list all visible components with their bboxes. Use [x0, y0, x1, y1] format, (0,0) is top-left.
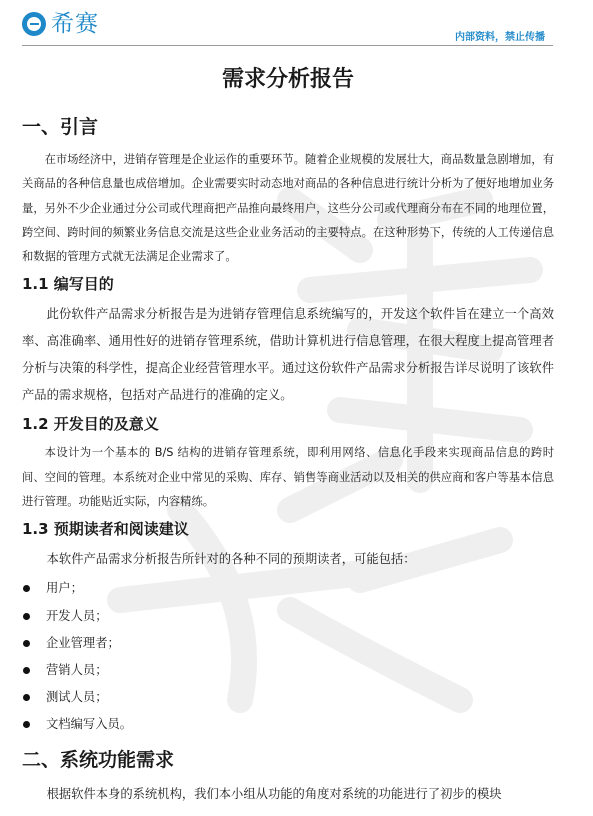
list-item-text: 用户； — [46, 581, 83, 596]
section-purpose-heading: 1.1 编写目的 — [22, 275, 114, 294]
list-item-text: 营销人员； — [46, 662, 108, 677]
list-item-text: 测试人员； — [46, 690, 108, 705]
bullet-dot-icon — [23, 694, 30, 701]
list-item-text: 企业管理者； — [46, 635, 120, 650]
header-divider — [22, 45, 553, 46]
list-item-text: 文档编写入员。 — [46, 717, 133, 732]
section-intro-heading: 一、引言 — [22, 116, 99, 138]
confidential-note: 内部资料，禁止传播 — [455, 32, 545, 43]
list-item — [22, 575, 554, 602]
list-item — [22, 603, 554, 630]
bullet-dot-icon — [23, 667, 30, 674]
bullet-dot-icon — [23, 585, 30, 592]
bullet-dot-icon — [23, 721, 30, 728]
section-significance-heading: 1.2 开发目的及意义 — [22, 415, 159, 434]
bullet-dot-icon — [23, 640, 30, 647]
logo-text: 希赛 — [51, 11, 99, 37]
readers-paragraph: 本软件产品需求分析报告所针对的各种不同的预期读者，可能包括： — [46, 552, 416, 567]
xisai-logo-icon — [22, 12, 46, 36]
significance-paragraph: 本设计为一个基本的 B/S 结构的进销存管理系统，即利用网络、信息化手段来实现商品信息的跨时间、空间的管理。本系统对企业中常见的采购、库存、销售等商业活动以及相关的供应商和客户等基本信息进行管理。功能贴近实际，内容精练。 — [22, 446, 554, 509]
section-readers-heading: 1.3 预期读者和阅读建议 — [22, 520, 189, 539]
page-header — [0, 0, 593, 46]
purpose-paragraph: 此份软件产品需求分析报告是为进销存管理信息系统编写的，开发这个软件旨在建立一个高效率、高准确率、通用性好的进销存管理系统，借助计算机进行信息管理，在很大程度上提高管理者分析与决策的科学性，提高企业经营管理水平。通过这份软件产品需求分析报告详尽说明了该软件产品的需求规格，包括对产品进行的准确的定义。 — [22, 307, 554, 403]
intro-paragraph: 在市场经济中，进销存管理是企业运作的重要环节。随着企业规模的发展壮大，商品数量急剧增加，有关商品的各种信息量也成倍增加。企业需要实时动态地对商品的各种信息进行统计分析为了便好地增加业务量，另外不少企业通过分公司或代理商把产品推向最终用户，这些分公司或代理商分布在不同的地理位置，跨空间、跨时间的频繁业务信息交流是这些企业业务活动的主要特点。在这种形势下，传统的人工传递信息和数据的管理方式就无法满足企业需求了。 — [22, 153, 554, 264]
list-item-text: 开发人员； — [46, 608, 108, 623]
section-functional-heading: 二、系统功能需求 — [22, 748, 175, 771]
document-title: 需求分析报告 — [221, 67, 354, 92]
bullet-dot-icon — [23, 613, 30, 620]
functional-paragraph: 根据软件本身的系统机构，我们本小组从功能的角度对系统的功能进行了初步的模块 — [46, 786, 502, 801]
document-body — [22, 60, 554, 810]
list-item — [22, 711, 554, 738]
brand-logo — [22, 12, 99, 36]
list-item — [22, 684, 554, 711]
list-item — [22, 657, 554, 684]
list-item — [22, 630, 554, 657]
readers-list — [22, 575, 554, 738]
